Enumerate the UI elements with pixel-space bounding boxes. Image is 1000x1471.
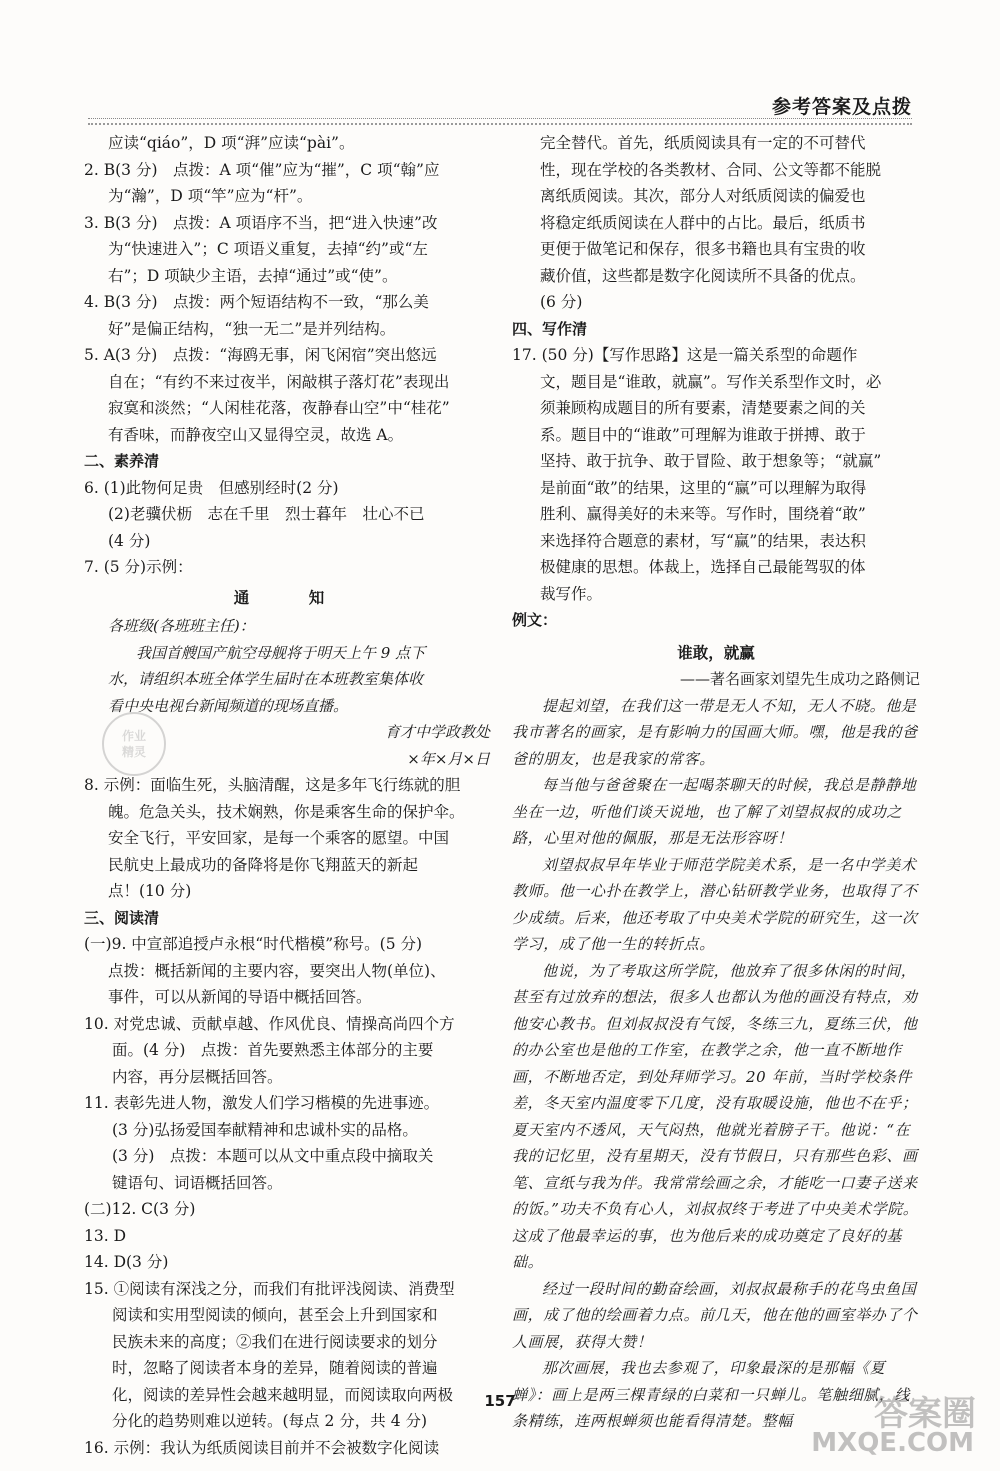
answer-17-cont: 须兼顾构成题目的所有要素，清楚要素之间的关: [540, 399, 866, 417]
answer-15-cont: 化，阅读的差异性会越来越明显，而阅读取向两极: [112, 1385, 454, 1404]
answer-15-cont: 阅读和实用型阅读的倾向，甚至会上升到国家和: [112, 1306, 438, 1324]
answer-11-cont: (3 分) 点拨：本题可以从文中重点段中摘取关: [112, 1147, 434, 1165]
answer-5-cont: 寂寞和淡然；“人闲桂花落，夜静春山空”中“桂花”: [108, 399, 450, 417]
answer-14: 14. D(3 分): [84, 1253, 169, 1271]
answer-17: 17. (50 分)【写作思路】这是一篇关系型的命题作: [512, 346, 858, 364]
answer-8-cont: 点！(10 分): [108, 882, 192, 900]
answer-16-cont: 完全替代。首先，纸质阅读具有一定的不可替代: [540, 134, 866, 152]
essay-paragraph: 经过一段时间的勤奋绘画，刘叔叔最称手的花鸟虫鱼国画，成了他的绘画着力点。前几天，他在他的画室举办了个人画展，获得大赞！: [512, 1279, 918, 1351]
answer-17-cont: 来选择符合题意的素材，写“赢”的结果，表达积: [540, 531, 866, 550]
answer-5: 5. A(3 分) 点拨：“海鸥无事，闲飞闲宿”突出悠远: [84, 346, 437, 364]
answer-11-cont: (3 分)弘扬爱国奉献精神和忠诚朴实的品格。: [112, 1120, 418, 1139]
essay-paragraph: 提起刘望，在我们这一带是无人不知，无人不晓。他是我市著名的画家，是有影响力的国画大师。嘿，他是我的爸爸的朋友，也是我家的常客。: [512, 696, 918, 768]
stamp-text: 作业: [121, 729, 146, 743]
answer-6-cont: (4 分): [108, 531, 151, 550]
notice-body: 看中央电视台新闻频道的现场直播。: [108, 696, 349, 715]
essay-paragraph: 那次画展，我也去参观了，印象最深的是那幅《夏蝉》：画上是两三棵青绿的白菜和一只蝉儿。笔触细腻，线条精练，连两根蝉须也能看得清楚。整幅: [512, 1359, 911, 1430]
answer-11: 11. 表彰先进人物，激发人们学习楷模的先进事迹。: [84, 1094, 440, 1112]
notice-title: 通 知: [233, 587, 347, 607]
answer-16-cont: 更便于做笔记和保存，很多书籍也具有宝贵的收: [540, 240, 866, 258]
answer-16-cont: 藏价值，这些都是数字化阅读所不具备的优点。: [540, 266, 866, 285]
answer-5-cont: 自在；“有约不来过夜半，闲敲棋子落灯花”表现出: [108, 372, 450, 391]
notice-salutation: 各班级(各班班主任)：: [108, 617, 255, 635]
section-heading: 三、阅读清: [84, 908, 160, 927]
answer-16-cont: 将稳定纸质阅读在人群中的占比。最后，纸质书: [540, 213, 866, 232]
answer-9-cont: 点拨：概括新闻的主要内容，要突出人物(单位)、: [108, 961, 446, 980]
answer-5-cont: 有香味，而静夜空山又显得空灵，故选 A。: [108, 425, 404, 444]
answer-7: 7. (5 分)示例：: [84, 558, 193, 576]
answer-11-cont: 键语句、词语概括回答。: [112, 1173, 283, 1192]
answer-8-cont: 民航史上最成功的备降将是你飞翔蓝天的新起: [108, 855, 419, 874]
site-watermark: MXQE.COM: [811, 1428, 974, 1458]
answer-12: (二)12. C(3 分): [84, 1200, 196, 1218]
answer-9: (一)9. 中宣部追授卢永根“时代楷模”称号。(5 分): [84, 935, 423, 953]
answer-15: 15. ①阅读有深浅之分，而我们有批评浅阅读、消费型: [84, 1279, 455, 1298]
answer-10: 10. 对党忠诚、贡献卓越、作风优良、情操高尚四个方: [84, 1014, 455, 1033]
stamp-text: 精灵: [121, 745, 146, 759]
page-number: 157: [484, 1392, 516, 1410]
essay-paragraph: 刘望叔叔早年毕业于师范学院美术系，是一名中学美术教师。他一心扑在教学上，潜心钻研教学业务，也取得了不少成绩。后来，他还考取了中央美术学院的研究生，这一次学习，成了他一生的转折点。: [512, 855, 918, 953]
answer-4: 4. B(3 分) 点拨：两个短语结构不一致，“那么美: [84, 293, 429, 311]
answer-16-cont: 性，现在学校的各类教材、合同、公文等都不能脱: [540, 160, 882, 179]
answer-line: 应读“qiáo”，D 项“湃”应读“pài”。: [108, 134, 355, 152]
answer-4-cont: 好”是偏正结构，“独一无二”是并列结构。: [108, 319, 396, 338]
answer-3-cont: 为“快速进入”；C 项语义重复，去掉“约”或“左: [108, 240, 428, 258]
stamp-watermark: [102, 712, 166, 776]
example-label: 例文：: [512, 611, 558, 629]
logo-watermark: 答案圈: [874, 1394, 976, 1434]
answer-6: 6. (1)此物何足贵 但感别经时(2 分): [84, 478, 339, 497]
answer-17-cont: 是前面“敢”的结果，这里的“赢”可以理解为取得: [540, 478, 867, 497]
answer-13: 13. D: [84, 1226, 127, 1245]
answer-17-cont: 胜利、赢得美好的未来等。写作时，围绕着“敢”: [540, 505, 866, 523]
notice-body: 水，请组织本班全体学生届时在本班教室集体收: [108, 670, 424, 688]
answer-17-cont: 裁写作。: [540, 584, 603, 603]
answer-6-cont: (2)老骥伏枥 志在千里 烈士暮年 壮心不已: [108, 505, 425, 523]
answer-17-cont: 极健康的思想。体裁上，选择自己最能驾驭的体: [540, 558, 866, 576]
answer-10-cont: 内容，再分层概括回答。: [112, 1067, 283, 1086]
right-column: [512, 130, 920, 1435]
answer-2: 2. B(3 分) 点拨：A 项“催”应为“摧”，C 项“翰”应: [84, 160, 440, 179]
answer-10-cont: 面。(4 分) 点拨：首先要熟悉主体部分的主要: [112, 1041, 434, 1059]
essay-paragraph: 每当他与爸爸聚在一起喝茶聊天的时候，我总是静静地坐在一边，听他们谈天说地，也了解了刘望叔叔的成功之路，心里对他的佩服，那是无法形容呀！: [512, 776, 917, 847]
answer-3: 3. B(3 分) 点拨：A 项语序不当，把“进入快速”改: [84, 213, 438, 232]
essay-subtitle: ——著名画家刘望先生成功之路侧记: [679, 670, 920, 688]
answer-16: 16. 示例：我认为纸质阅读目前并不会被数字化阅读: [84, 1438, 440, 1457]
section-heading: 四、写作清: [512, 319, 588, 338]
answer-16-cont: (6 分): [540, 293, 583, 311]
answer-15-cont: 时，忽略了阅读者本身的差异，随着阅读的普遍: [112, 1359, 438, 1377]
essay-paragraph: 他说，为了考取这所学院，他放弃了很多休闲的时间，甚至有过放弃的想法，很多人也都认为他的画没有特点，劝他安心教书。但刘叔叔没有气馁，冬练三九，夏练三伏，他的办公室也是他的工作室，在教学之余，他一直不断地作画，不断地否定，到处拜师学习。20 年前，当时学校条件差，冬天室内温度零下几度，没有取暖设施，他也不在乎；夏天室内不透风，天气闷热，他就光着膀子干。他说：“在我的记忆里，没有星期天，没有节假日，只有那些色彩、画笔、宣纸与我为伴。我常常绘画之余，才能吃一口妻子送来的饭。”功夫不负有心人，刘叔叔终于考进了中央美术学院。这成了他最幸运的事，也为他后来的成功奠定了良好的基础。: [512, 961, 919, 1271]
answer-8: 8. 示例：面临生死，头脑清醒，这是多年飞行练就的胆: [84, 776, 461, 794]
essay-title: 谁敢，就赢: [677, 643, 755, 662]
answer-15-cont: 民族未来的高度；②我们在进行阅读要求的划分: [112, 1332, 438, 1351]
answer-3-cont: 右”；D 项缺少主语，去掉“通过”或“使”。: [108, 266, 398, 285]
answer-15-cont: 分化的趋势则难以逆转。(每点 2 分，共 4 分): [112, 1412, 428, 1430]
answer-8-cont: 安全飞行，平安回家，是每一个乘客的愿望。中国: [108, 829, 450, 847]
left-column: [84, 130, 496, 1461]
answer-17-cont: 系。题目中的“谁敢”可理解为谁敢于拼搏、敢于: [540, 425, 866, 444]
answer-9-cont: 事件，可以从新闻的导语中概括回答。: [108, 988, 372, 1006]
page-header-title: 参考答案及点拨: [771, 96, 912, 118]
notice-date: ×年×月×日: [407, 749, 490, 768]
answer-17-cont: 文，题目是“谁敢，就赢”。写作关系型作文时，必: [540, 372, 882, 391]
answer-8-cont: 魄。危急关头，技术娴熟，你是乘客生命的保护伞。: [108, 802, 465, 821]
notice-body: 我国首艘国产航空母舰将于明天上午 9 点下: [136, 643, 426, 662]
answer-2-cont: 为“瀚”，D 项“竿”应为“杆”。: [108, 187, 313, 205]
answer-17-cont: 坚持、敢于抗争、敢于冒险、敢于想象等；“就赢”: [540, 452, 882, 470]
header-rule: [88, 118, 912, 125]
notice-sender: 育才中学政教处: [384, 723, 490, 741]
section-heading: 二、素养清: [84, 452, 160, 470]
answer-16-cont: 离纸质阅读。其次，部分人对纸质阅读的偏爱也: [540, 187, 866, 205]
